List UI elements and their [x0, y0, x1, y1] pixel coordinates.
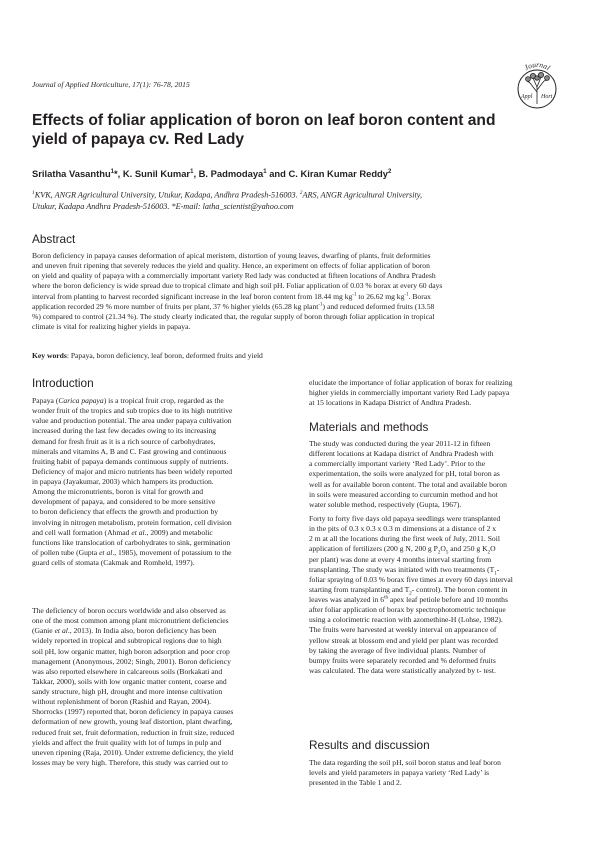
paper-title: Effects of foliar application of boron on leaf boron content and yield of papaya cv. Red Lady [32, 112, 496, 148]
author-list: Srilatha Vasanthu$^1$*, K. Sunil Kumar$^1$, B. Padmodaya$^1$ and C. Kiran Kumar Reddy$^2$ [32, 168, 392, 179]
logo-top-text: Journal [522, 59, 552, 73]
abstract-heading: Abstract [32, 232, 76, 246]
affiliations: $^1$KVK, ANGR Agricultural University, Utukur, Kadapa, Andhra Pradesh-516003. $^2$ARS, ANGR Agricultural University, Utukur, Kadapa Andhra Pradesh-516003. *E-mail: latha_scientist@yahoo.com [32, 190, 423, 212]
methods-paragraph-1: The study was conducted during the year 2011-12 in fifteen different locations at Kadapa district of Andhra Pradesh with a commercially important variety ‘Red Lady’. Prior to the experimentation, the soils were analyzed for pH, total boron as well as for available boron content. The total and available boron in soils were measured according to curcumin method and hot water soluble method, respectively (Gupta, 1967). [309, 439, 507, 509]
results-paragraph: The data regarding the soil pH, soil boron status and leaf boron levels and yield parameters in papaya variety ‘Red Lady’ is presented in the Table 1 and 2. [309, 758, 501, 788]
methods-paragraph-2: Forty to forty five days old papaya seedlings were transplanted in the pits of 0.3 x 0.3 x 0.3 m dimensions at a distance of 2 x 2 m at all the locations during the first week of July, 2011. Soil application of fertilizers (200 g N, 200 g $P_2O_5$ and 250 g $K_2O$ per plant) was done at every 4 months interval starting from transplanting. The study was initiated with two treatments ($T_1-$ foliar spraying of 0.03 % borax five times at every 60 days interval starting from transplanting and $T_2-$ control). The boron content in leaves was analyzed in 6th apex leaf petiole before and 10 months after foliar application of borax by spectrophotometric technique using a colorimetric reaction with azomethine-H (Lohse, 1982). The fruits were harvested at weekly interval on appearance of yellow streak at blossom end and yield per plant was recorded by taking the average of five individual plants. Number of bumpy fruits were separately recorded and % deformed fruits was calculated. The data were statistically analyzed by t- test. [309, 514, 513, 675]
logo-left-text: Appl [521, 94, 533, 100]
results-heading: Results and discussion [309, 738, 430, 752]
keywords: Key words: Papaya, boron deficiency, leaf boron, deformed fruits and yield [32, 351, 263, 360]
journal-logo [508, 56, 566, 114]
intro-paragraph-1: Papaya (Carica papaya) is a tropical fruit crop, regarded as the wonder fruit of the tropics and sub tropics due to its high nutritive value and production potential. The area under papaya cultivation increased during the last few decades owing to its increasing demand for fresh fruit as it is a rich source of carbohydrates, minerals and vitamins A, B and C. Fast growing and continuous fruiting habit of papaya demands continuous supply of nutrients. Deficiency of major and micro nutrients has been widely reported in papaya (Jayakumar, 2003) which hampers its production. Among the micronutrients, boron is vital for growth and development of papaya, and considered to be more sensitive to boron deficiency that effects the growth and production by involving in nitrogen metabolism, protein formation, cell division and cell wall formation (Ahmad et al., 2009) and metabolic functions like translocation of carbohydrates to sink, germination of pollen tube (Gupta et al., 1985), movement of potassium to the guard cells of stomata (Cakmak and Romheld, 1997). [32, 396, 233, 567]
methods-heading: Materials and methods [309, 420, 429, 434]
logo-right-text: Hort [541, 94, 553, 100]
intro-paragraph-2: The deficiency of boron occurs worldwide and also observed as one of the most common among plant micronutrient deficiencies (Ganie et al., 2013). In India also, boron deficiency has been widely reported in tropical and subtropical regions due to high soil pH, low organic matter, high boron adsorption and poor crop management (Anonymous, 2002; Singh, 2001). Boron deficiency was also reported elsewhere in calcareous soils (Borkakati and Takkar, 2000), soils with low organic matter content, coarse and sandy structure, high pH, drought and more intense cultivation without replenishment of boron (Rashid and Rayan, 2004). Shorrocks (1997) reported that, boron deficiency in papaya causes deformation of new growth, young leaf distortion, plant dwarfing, reduced fruit set, fruit deformation, reduction in fruit size, reduced yields and affect the fruit quality with lot of lumps in pulp and uneven ripening (Raja, 2010). Under extreme deficiency, the yield losses may be very high. Therefore, this study was carried out to [32, 606, 235, 767]
introduction-heading: Introduction [32, 376, 94, 390]
intro-continuation: elucidate the importance of foliar application of borax for realizing higher yields in commercially important variety Red Lady papaya at 15 locations in Kadapa District of Andhra Pradesh. [309, 378, 513, 408]
journal-citation: Journal of Applied Horticulture, 17(1): 76-78, 2015 [32, 80, 190, 89]
abstract-body: Boron deficiency in papaya causes deformation of apical meristem, distortion of young leaves, dwarfing of plants, fruit deformities and uneven fruit ripening that severely reduces the yield and quality. Hence, an experiment on effects of foliar application of boron on yield and quality of papaya with a commercially important variety Red lady was conducted at fifteen locations of Andhra Pradesh where the boron deficiency is wide spread due to tropical climate and high soil pH. Foliar application of 0.03 % borax at every 60 days interval from planting to harvest recorded significant increase in the leaf boron content from 18.44 mg $kg^{-1}$ to 26.62 mg $kg^{-1}$. Borax application recorded 29 % more number of fruits per plant, 37 % higher yields (65.28 kg plant$^{-1}$) and reduced deformed fruits (13.58 %) compared to control (21.34 %). The study clearly indicated that, the regular supply of boron through foliar application in tropical climate is vital for realizing higher yields in papaya. [32, 251, 443, 331]
